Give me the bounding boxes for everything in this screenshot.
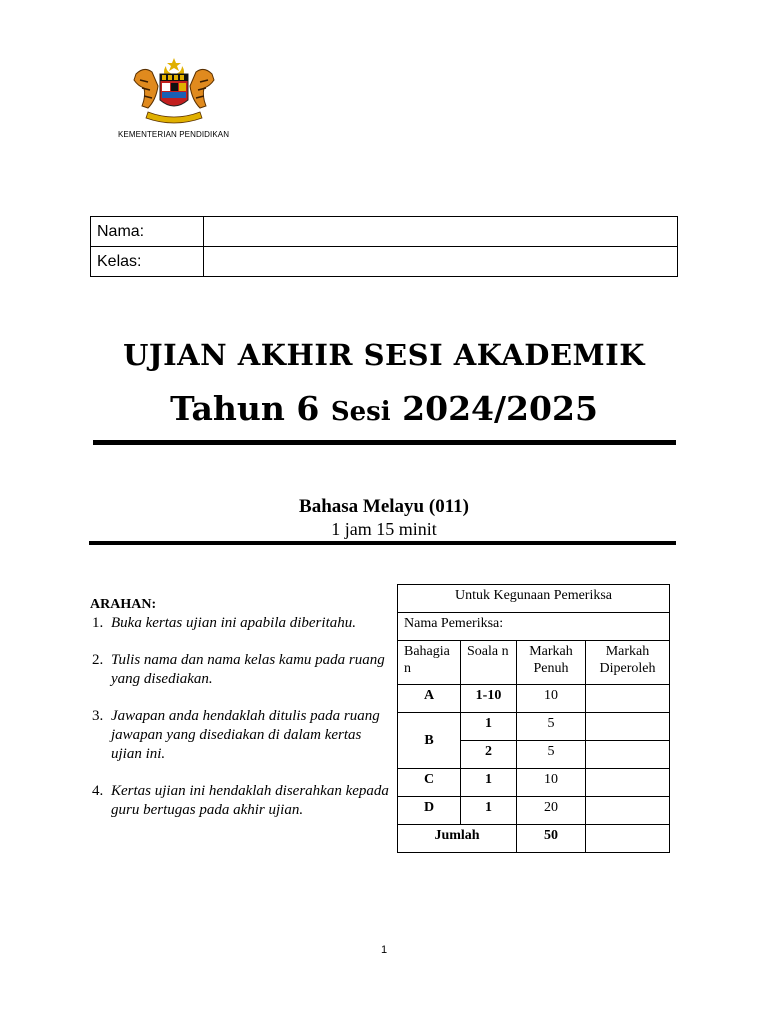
name-label: Nama: xyxy=(91,217,204,247)
table-row: 2 5 xyxy=(398,741,670,769)
score-cell[interactable] xyxy=(586,741,670,769)
table-row: C 1 10 xyxy=(398,769,670,797)
score-cell[interactable] xyxy=(586,685,670,713)
score-cell[interactable] xyxy=(586,769,670,797)
col-header-markah-penuh: Markah Penuh xyxy=(517,641,586,685)
instructions-heading: ARAHAN: xyxy=(90,597,157,612)
col-header-soalan: Soala n xyxy=(461,641,517,685)
subject-divider xyxy=(89,541,676,545)
exam-duration: 1 jam 15 minit xyxy=(331,519,437,539)
class-label: Kelas: xyxy=(91,247,204,277)
total-score-cell[interactable] xyxy=(586,825,670,853)
exam-title: UJIAN AKHIR SESI AKADEMIK xyxy=(123,338,645,372)
class-field[interactable] xyxy=(204,247,678,277)
instructions-list xyxy=(90,614,390,820)
student-info-table xyxy=(90,216,678,277)
session-year: 2024/2025 xyxy=(402,389,598,428)
session-word: Sesi xyxy=(330,397,391,427)
subject-name: Bahasa Melayu (011) xyxy=(299,496,469,517)
col-header-markah-diperoleh: Markah Diperoleh xyxy=(586,641,670,685)
instruction-item: 2. Tulis nama dan nama kelas kamu pada ruang yang disediakan. xyxy=(92,652,385,687)
coat-of-arms-logo xyxy=(126,56,222,128)
examiner-name-field[interactable]: Nama Pemeriksa: xyxy=(398,613,670,641)
table-row: A 1-10 10 xyxy=(398,685,670,713)
table-row: B 1 5 xyxy=(398,713,670,741)
ministry-label: KEMENTERIAN PENDIDIKAN xyxy=(118,130,230,139)
instruction-item: 1. Buka kertas ujian ini apabila diberitahu. xyxy=(92,615,356,631)
page-number: 1 xyxy=(380,944,388,956)
score-cell[interactable] xyxy=(586,713,670,741)
instruction-item: 4. Kertas ujian ini hendaklah diserahkan kepada guru bertugas pada akhir ujian. xyxy=(92,783,389,818)
total-value: 50 xyxy=(517,825,586,853)
col-header-bahagian: Bahagia n xyxy=(398,641,461,685)
total-row xyxy=(398,825,670,853)
title-divider xyxy=(93,440,676,445)
instructions xyxy=(90,597,390,838)
examiner-table xyxy=(397,584,670,853)
name-field[interactable] xyxy=(204,217,678,247)
total-label: Jumlah xyxy=(398,825,517,853)
examiner-table-heading: Untuk Kegunaan Pemeriksa xyxy=(398,585,670,613)
exam-subtitle xyxy=(0,389,768,428)
score-cell[interactable] xyxy=(586,797,670,825)
year-level: Tahun 6 xyxy=(170,389,320,428)
instruction-item: 3. Jawapan anda hendaklah ditulis pada ruang jawapan yang disediakan di dalam kertas ujian ini. xyxy=(92,708,380,762)
table-row: D 1 20 xyxy=(398,797,670,825)
